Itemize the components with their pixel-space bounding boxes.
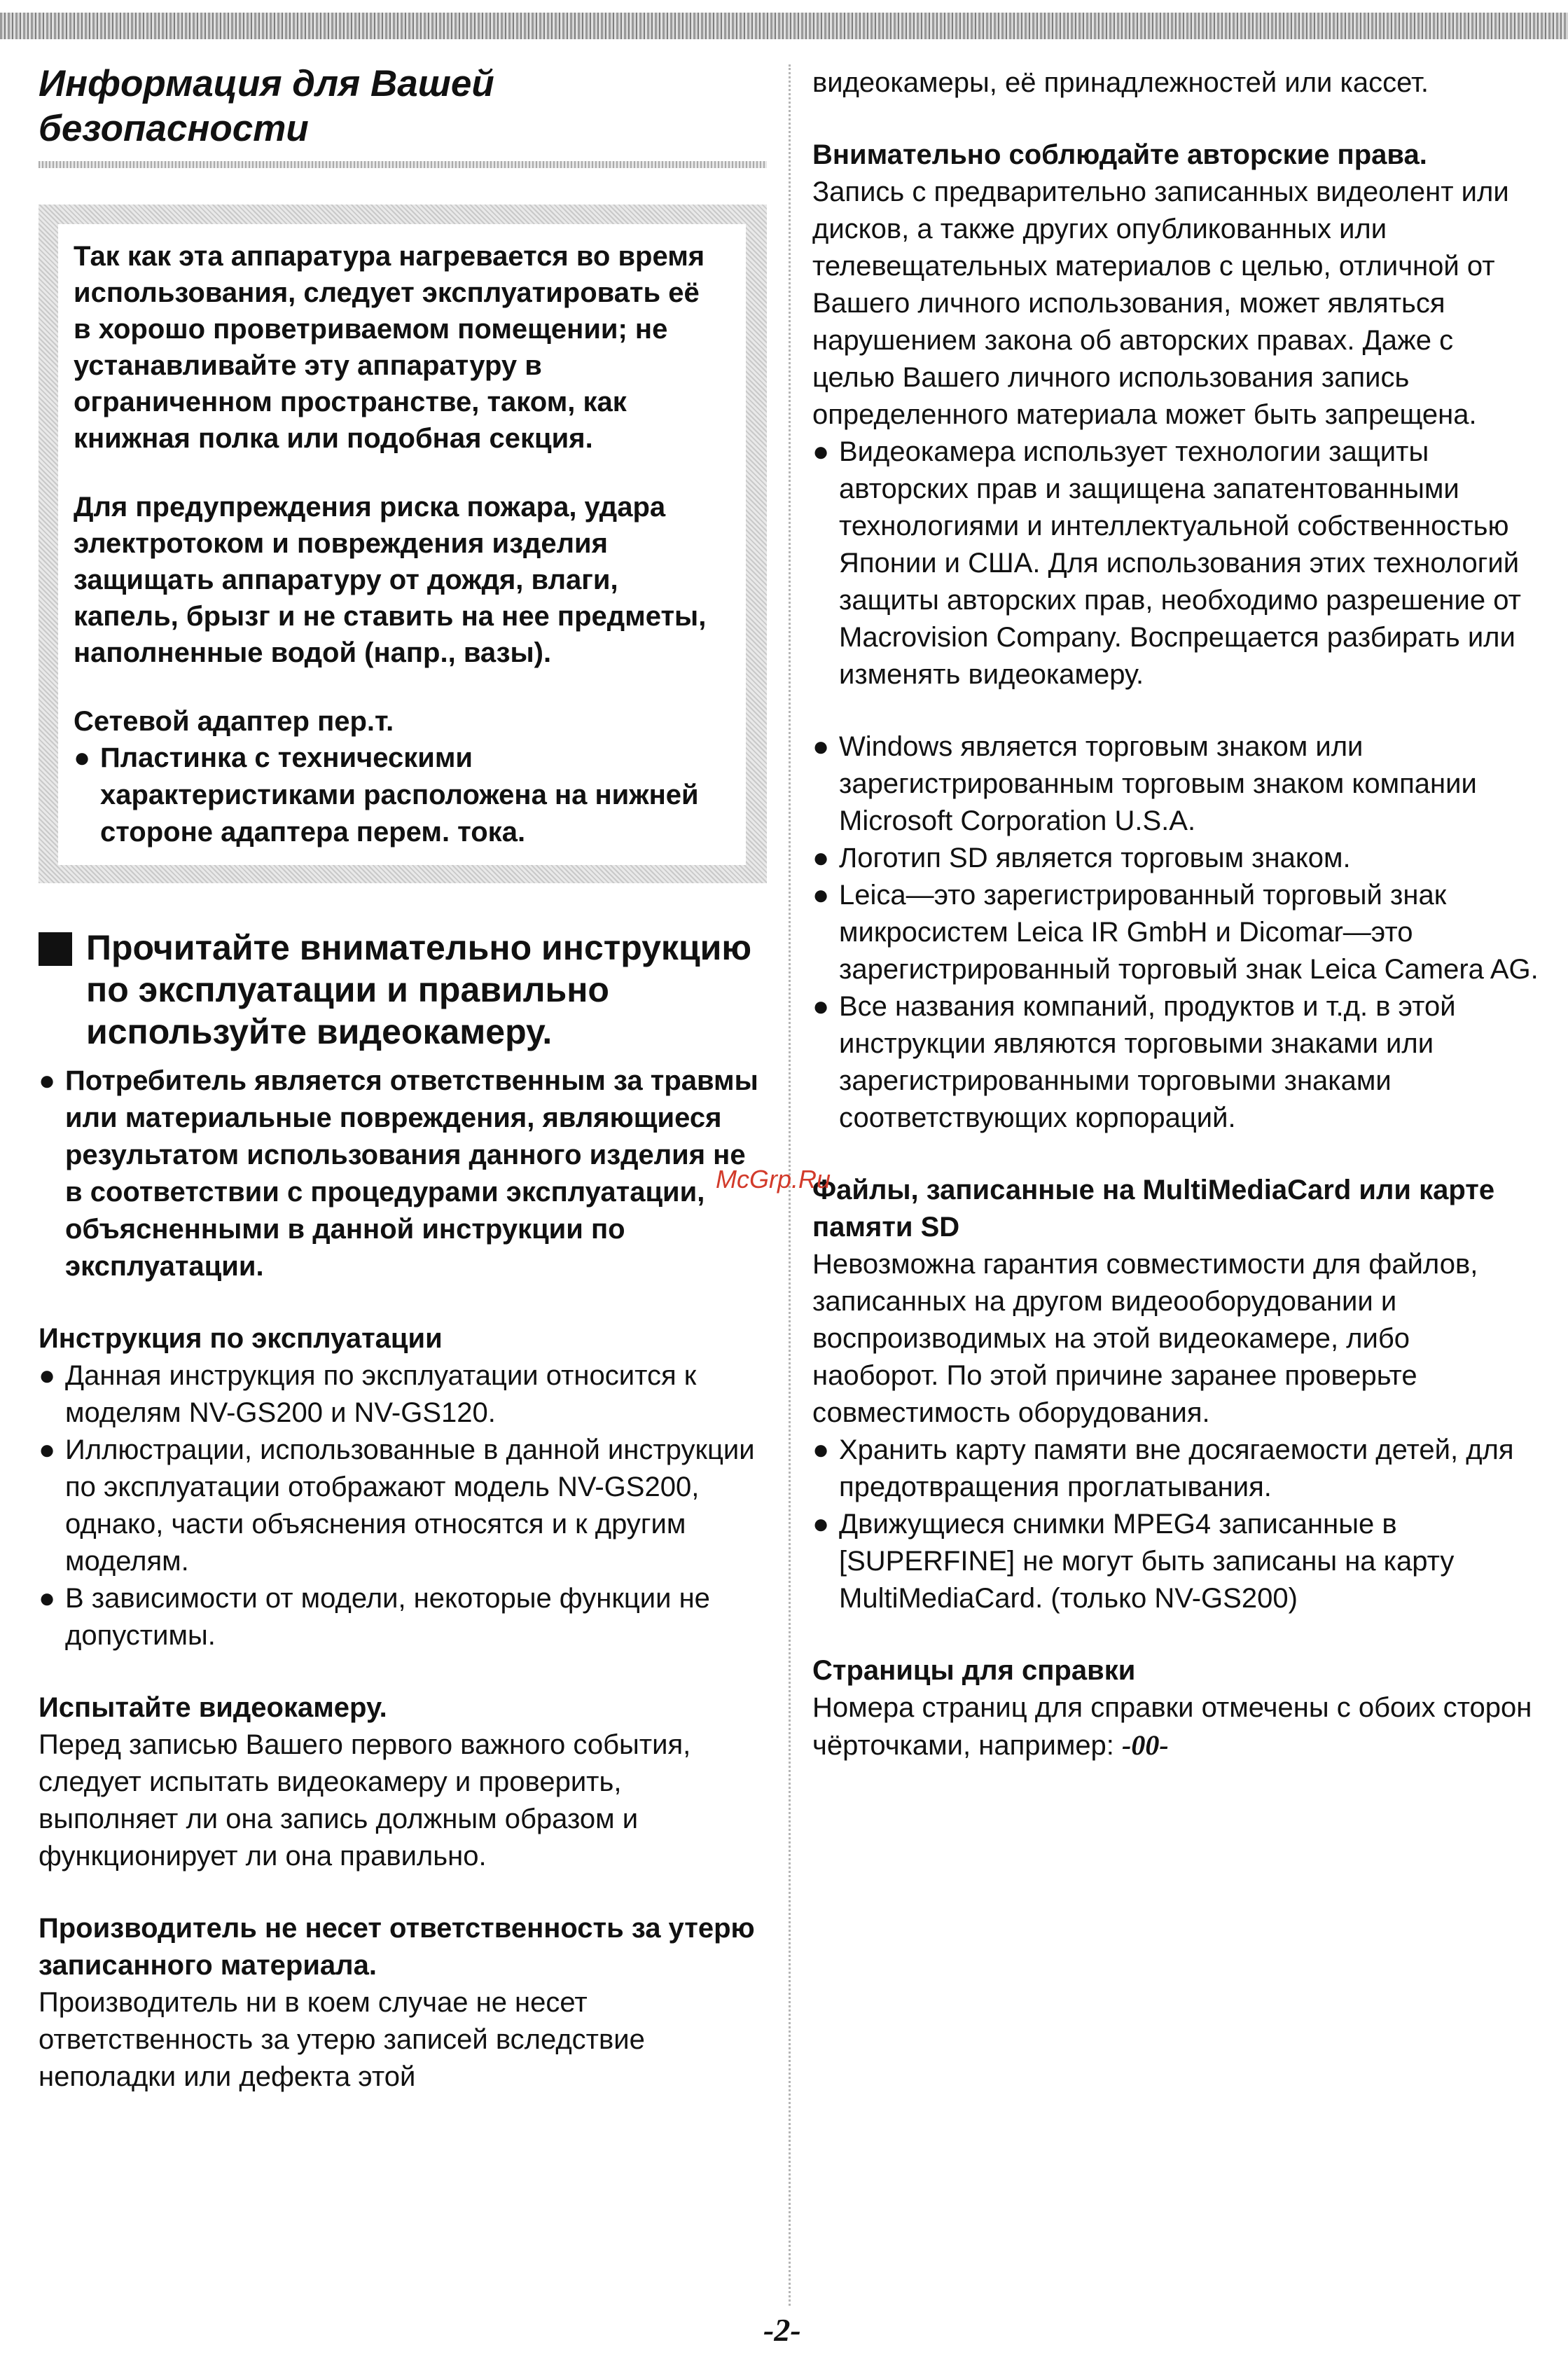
trademark-windows: Windows является торговым знаком или зарегистрированным торговым знаком компании Microsoft Corporation U.S.A.	[839, 731, 1477, 836]
list-item	[812, 840, 1541, 877]
list-item	[812, 728, 1541, 840]
reference-text: Номера страниц для справки отмечены с обоих сторон чёрточками, например:	[812, 1692, 1532, 1761]
bullet-dot-icon: ●	[39, 1434, 56, 1465]
adapter-label: Сетевой адаптер пер.т.	[74, 706, 394, 737]
title-rule	[39, 161, 767, 168]
instructions-heading: Инструкция по эксплуатации	[39, 1323, 443, 1354]
bullet-dot-icon: ●	[39, 1360, 56, 1391]
adapter-bullet	[74, 740, 722, 851]
reference-heading: Страницы для справки	[812, 1655, 1136, 1686]
list-item	[39, 1432, 760, 1580]
page-number: -2-	[763, 2312, 801, 2348]
heat-warning-text: Так как эта аппаратура нагревается во время использования, следует эксплуатировать её в хорошо проветриваемом помещении; не устанавливайте эту аппаратуру в ограниченном пространстве, таком, как книжная полка или подобная секция.	[74, 241, 705, 454]
trademark-sd: Логотип SD является торговым знаком.	[839, 843, 1351, 873]
list-item	[812, 1432, 1541, 1506]
left-column	[39, 62, 760, 2096]
page-title-line-2: безопасности	[39, 108, 309, 149]
list-item	[39, 1357, 760, 1432]
page-title-line-1: Информация для Вашей	[39, 63, 494, 104]
section-heading-text: Прочитайте внимательно инструкцию по эксплуатации и правильно используйте видеокамеру.	[86, 928, 752, 1051]
watermark: McGrp.Ru	[716, 1165, 831, 1194]
instructions-bullet-1: Данная инструкция по эксплуатации относится к моделям NV-GS200 и NV-GS120.	[65, 1360, 697, 1428]
files-bullet-1: Хранить карту памяти вне досягаемости детей, для предотвращения проглатывания.	[839, 1434, 1514, 1502]
bullet-dot-icon: ●	[39, 1065, 56, 1096]
bullet-dot-icon: ●	[812, 436, 830, 467]
list-item	[812, 877, 1541, 988]
list-item	[39, 1580, 760, 1654]
adapter-bullet-text: Пластинка с техническими характеристиками расположена на нижней стороне адаптера перем. тока.	[100, 742, 699, 848]
files-text: Невозможна гарантия совместимости для файлов, записанных на другом видеооборудовании и воспроизводимых на этой видеокамере, либо наоборот. По этой причине заранее проверьте совместимость оборудования.	[812, 1249, 1478, 1428]
bullet-dot-icon: ●	[812, 843, 830, 873]
trademark-leica: Leica—это зарегистрированный торговый знак микросистем Leica IR GmbH и Dicomar—это зарегистрированный торговый знак Leica Camera AG.	[839, 880, 1539, 985]
instructions-bullet-2: Иллюстрации, использованные в данной инструкции по эксплуатации отображают модель NV-GS200, однако, части объяснения относятся и к другим моделям.	[65, 1434, 755, 1577]
continuation-text: видеокамеры, её принадлежностей или кассет.	[812, 67, 1429, 98]
reference-example: -00-	[1122, 1729, 1169, 1761]
files-bullet-2: Движущиеся снимки MPEG4 записанные в [SUPERFINE] не могут быть записаны на карту MultiMediaCard. (только NV-GS200)	[839, 1509, 1455, 1614]
liability-heading: Производитель не несет ответственность за утерю записанного материала.	[39, 1913, 755, 1981]
test-text: Перед записью Вашего первого важного события, следует испытать видеокамеру и проверить, выполняет ли она запись должным образом и функционирует ли она правильно.	[39, 1729, 691, 1872]
black-square-icon	[39, 932, 72, 966]
fire-warning-text: Для предупреждения риска пожара, удара электротоком и повреждения изделия защищать аппаратуру от дождя, влаги, капель, брызг и не ставить на нее предметы, наполненные водой (напр., вазы).	[74, 492, 707, 668]
bullet-dot-icon: ●	[74, 742, 91, 773]
list-item	[812, 434, 1541, 693]
trademark-all: Все названия компаний, продуктов и т.д. в этой инструкции являются торговыми знаками или зарегистрированными торговыми знаками соответствующих корпораций.	[839, 991, 1456, 1133]
copyright-bullet: Видеокамера использует технологии защиты авторских прав и защищена запатентованными технологиями и интеллектуальной собственностью Японии и США. Для использования этих технологий защиты авторских прав, необходимо разрешение от Macrovision Company. Воспрещается разбирать или изменять видеокамеру.	[839, 436, 1521, 690]
bullet-dot-icon: ●	[812, 731, 830, 762]
right-column	[812, 64, 1541, 1764]
copyright-heading: Внимательно соблюдайте авторские права.	[812, 139, 1427, 170]
list-item	[812, 988, 1541, 1137]
section-heading	[39, 927, 760, 1053]
bullet-dot-icon: ●	[812, 880, 830, 911]
copyright-text: Запись с предварительно записанных видеолент или дисков, а также других опубликованных или телевещательных материалов с целью, отличной от Вашего личного использования, может являться нарушением закона об авторских правах. Даже с целью Вашего личного использования запись определенного материала может быть запрещена.	[812, 177, 1509, 430]
reference-paragraph	[812, 1689, 1541, 1764]
top-decorative-band	[0, 13, 1568, 39]
safety-warning-box	[39, 205, 767, 883]
bullet-dot-icon: ●	[812, 1434, 830, 1465]
bullet-dot-icon: ●	[39, 1583, 56, 1614]
bullet-dot-icon: ●	[812, 991, 830, 1022]
files-heading: Файлы, записанные на MultiMediaCard или карте памяти SD	[812, 1175, 1495, 1243]
responsibility-text: Потребитель является ответственным за травмы или материальные повреждения, являющиеся результатом использования данного изделия не в соответствии с процедурами эксплуатации, объясненными в данной инструкции по эксплуатации.	[65, 1065, 758, 1282]
bullet-dot-icon: ●	[812, 1509, 830, 1540]
responsibility-bullet	[39, 1063, 760, 1285]
list-item	[812, 1506, 1541, 1617]
liability-text: Производитель ни в коем случае не несет ответственность за утерю записей вследствие неполадки или дефекта этой	[39, 1987, 645, 2092]
instructions-bullet-3: В зависимости от модели, некоторые функции не допустимы.	[65, 1583, 710, 1651]
page-title	[39, 62, 760, 151]
test-heading: Испытайте видеокамеру.	[39, 1692, 387, 1723]
